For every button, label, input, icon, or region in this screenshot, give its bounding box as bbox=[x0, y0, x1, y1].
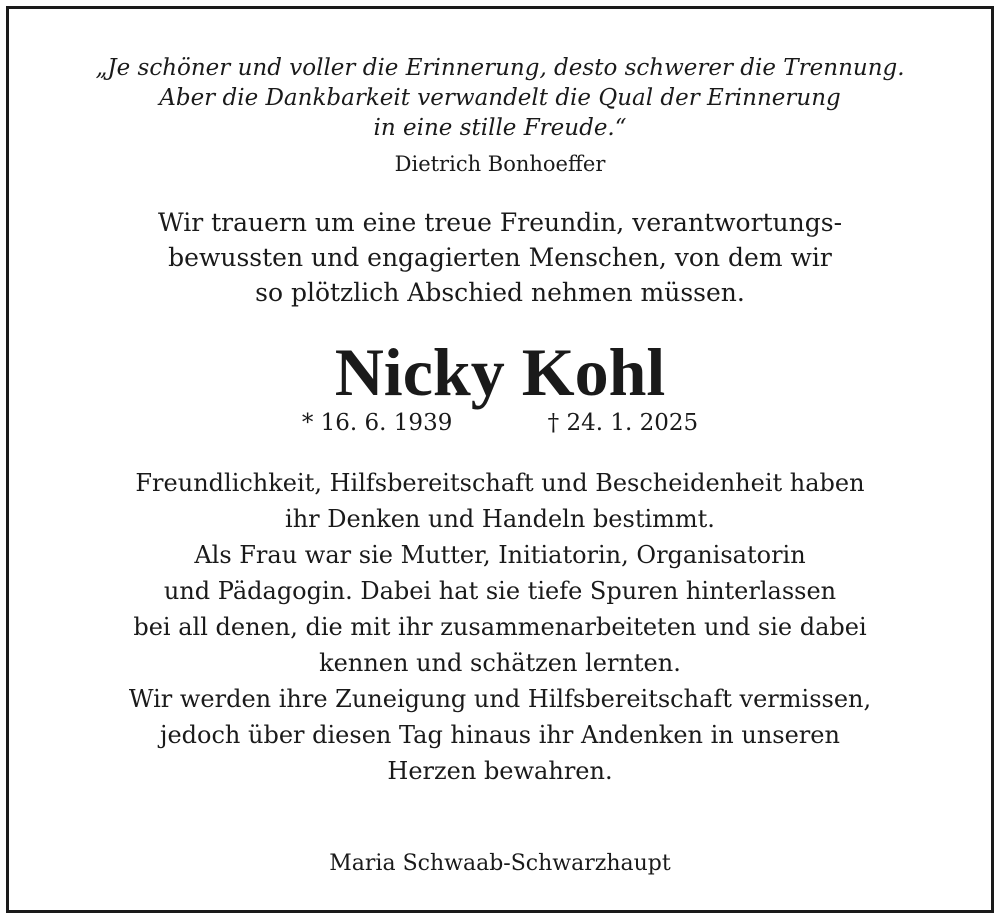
deceased-name: Nicky Kohl bbox=[334, 334, 666, 410]
tribute-line: Wir werden ihre Zuneigung und Hilfsbereitschaft vermissen, bbox=[128, 685, 872, 713]
intro-line: bewussten und engagierten Menschen, von dem wir bbox=[168, 243, 832, 272]
tribute-line: ihr Denken und Handeln bestimmt. bbox=[285, 505, 715, 533]
intro-paragraph bbox=[9, 205, 991, 310]
tribute-line: und Pädagogin. Dabei hat sie tiefe Spuren hinterlassen bbox=[163, 577, 837, 605]
tribute-text bbox=[9, 465, 991, 789]
intro-line: Wir trauern um eine treue Freundin, verantwortungs- bbox=[157, 208, 843, 237]
obituary-notice bbox=[6, 6, 994, 913]
tribute-line: Herzen bewahren. bbox=[387, 757, 613, 785]
quote-line: in eine stille Freude.“ bbox=[373, 115, 627, 141]
birth-date: * 16. 6. 1939 bbox=[301, 410, 453, 436]
quote-line: „Je schöner und voller die Erinnerung, desto schwerer die Trennung. bbox=[95, 55, 905, 81]
signature: Maria Schwaab-Schwarzhaupt bbox=[329, 851, 671, 876]
tribute-line: kennen und schätzen lernten. bbox=[319, 649, 681, 677]
intro-line: so plötzlich Abschied nehmen müssen. bbox=[255, 278, 745, 307]
death-date: † 24. 1. 2025 bbox=[547, 410, 699, 436]
life-dates bbox=[9, 407, 991, 439]
quote-block bbox=[9, 53, 991, 143]
quote-author: Dietrich Bonhoeffer bbox=[394, 152, 606, 176]
tribute-line: Freundlichkeit, Hilfsbereitschaft und Bescheidenheit haben bbox=[135, 469, 865, 497]
tribute-line: Als Frau war sie Mutter, Initiatorin, Organisatorin bbox=[194, 541, 806, 569]
tribute-line: bei all denen, die mit ihr zusammenarbeiteten und sie dabei bbox=[133, 613, 867, 641]
quote-line: Aber die Dankbarkeit verwandelt die Qual der Erinnerung bbox=[159, 85, 841, 111]
tribute-line: jedoch über diesen Tag hinaus ihr Andenken in unseren bbox=[160, 721, 840, 749]
